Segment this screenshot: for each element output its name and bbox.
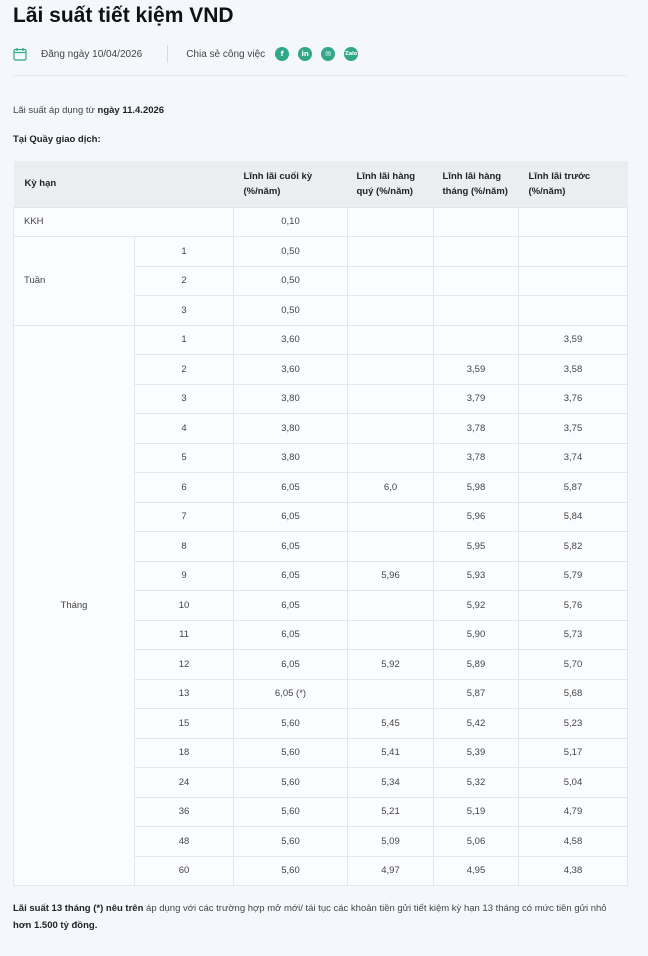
rate-quarterly	[348, 207, 434, 237]
rate-upfront: 5,68	[519, 679, 628, 709]
rate-quarterly	[348, 355, 434, 385]
term-value: 13	[135, 679, 234, 709]
rate-upfront: 3,74	[519, 443, 628, 473]
rate-upfront: 4,38	[519, 856, 628, 886]
rate-quarterly	[348, 384, 434, 414]
rate-upfront: 5,87	[519, 473, 628, 503]
rate-monthly: 5,92	[434, 591, 519, 621]
rate-monthly: 5,42	[434, 709, 519, 739]
term-group-label: Tuần	[14, 237, 135, 326]
rate-monthly: 5,19	[434, 797, 519, 827]
term-value: 1	[135, 237, 234, 267]
term-value: 60	[135, 856, 234, 886]
term-value: 2	[135, 266, 234, 296]
rate-end: 6,05	[234, 502, 348, 532]
rate-quarterly: 5,96	[348, 561, 434, 591]
term-value: 10	[135, 591, 234, 621]
rate-upfront	[519, 266, 628, 296]
effective-prefix: Lãi suất áp dụng từ	[13, 105, 98, 116]
rate-end: 5,60	[234, 709, 348, 739]
rate-end: 6,05	[234, 473, 348, 503]
rate-monthly: 3,78	[434, 414, 519, 444]
share-label: Chia sẻ công việc	[186, 48, 266, 60]
rate-end: 6,05	[234, 620, 348, 650]
term-value: 12	[135, 650, 234, 680]
rate-monthly	[434, 237, 519, 267]
rate-end: 0,50	[234, 237, 348, 267]
term-value: 1	[135, 325, 234, 355]
rate-monthly: 5,87	[434, 679, 519, 709]
rate-end: 3,80	[234, 384, 348, 414]
rate-quarterly	[348, 296, 434, 326]
rate-quarterly	[348, 591, 434, 621]
rate-monthly: 5,90	[434, 620, 519, 650]
rate-monthly	[434, 296, 519, 326]
rate-end: 6,05	[234, 591, 348, 621]
rate-upfront	[519, 296, 628, 326]
rate-quarterly: 5,34	[348, 768, 434, 798]
rate-quarterly	[348, 502, 434, 532]
rate-quarterly: 4,97	[348, 856, 434, 886]
note-bold-2: hơn 1.500 tỷ đồng.	[13, 920, 98, 931]
rate-monthly: 5,93	[434, 561, 519, 591]
post-meta	[13, 44, 627, 64]
rate-upfront: 3,59	[519, 325, 628, 355]
rate-end: 6,05	[234, 561, 348, 591]
table-row	[14, 325, 628, 355]
term-value: 8	[135, 532, 234, 562]
rate-upfront: 5,04	[519, 768, 628, 798]
rate-upfront	[519, 237, 628, 267]
rate-upfront: 4,79	[519, 797, 628, 827]
rate-upfront: 5,23	[519, 709, 628, 739]
rate-end: 6,05 (*)	[234, 679, 348, 709]
term-value: 18	[135, 738, 234, 768]
rate-quarterly: 5,92	[348, 650, 434, 680]
term-group-label: Tháng	[14, 325, 135, 886]
rate-monthly: 3,78	[434, 443, 519, 473]
rate-quarterly	[348, 532, 434, 562]
rate-monthly: 3,79	[434, 384, 519, 414]
rate-upfront: 3,76	[519, 384, 628, 414]
rate-end: 5,60	[234, 856, 348, 886]
rate-monthly	[434, 266, 519, 296]
term-value: 36	[135, 797, 234, 827]
rate-monthly: 5,06	[434, 827, 519, 857]
term-value: 2	[135, 355, 234, 385]
rate-upfront: 5,82	[519, 532, 628, 562]
term-value: 15	[135, 709, 234, 739]
term-value: 9	[135, 561, 234, 591]
rate-end: 3,80	[234, 414, 348, 444]
term-value: 3	[135, 296, 234, 326]
rate-monthly: 5,89	[434, 650, 519, 680]
rate-upfront: 5,17	[519, 738, 628, 768]
rate-quarterly	[348, 325, 434, 355]
footnote	[13, 900, 627, 934]
rate-upfront: 5,76	[519, 591, 628, 621]
rate-quarterly: 5,09	[348, 827, 434, 857]
rate-monthly: 5,32	[434, 768, 519, 798]
table-row	[14, 207, 628, 237]
rate-end: 6,05	[234, 650, 348, 680]
rates-table	[13, 161, 628, 886]
rate-end: 0,50	[234, 266, 348, 296]
term-value: 24	[135, 768, 234, 798]
header-divider	[13, 75, 627, 76]
note-bold-1: Lãi suất 13 tháng (*) nêu trên	[13, 903, 144, 914]
effective-date: ngày 11.4.2026	[97, 105, 165, 116]
rate-end: 5,60	[234, 768, 348, 798]
calendar-icon	[13, 47, 27, 61]
term-label: KKH	[14, 207, 234, 237]
header-quarterly: Lĩnh lãi hàng quý (%/năm)	[348, 161, 434, 207]
header-term: Kỳ hạn	[14, 161, 234, 207]
term-value: 3	[135, 384, 234, 414]
rate-upfront: 3,58	[519, 355, 628, 385]
note-text: áp dụng với các trường hợp mở mới/ tái tục các khoản tiền gửi tiết kiệm kỳ hạn 13 tháng có mức tiền gửi nhỏ	[143, 903, 607, 914]
rate-end: 5,60	[234, 738, 348, 768]
rate-quarterly	[348, 266, 434, 296]
rate-monthly: 5,95	[434, 532, 519, 562]
rate-quarterly	[348, 414, 434, 444]
rate-upfront: 3,75	[519, 414, 628, 444]
rate-quarterly: 5,21	[348, 797, 434, 827]
rate-quarterly	[348, 443, 434, 473]
rate-monthly: 4,95	[434, 856, 519, 886]
header-end: Lĩnh lãi cuối kỳ (%/năm)	[234, 161, 348, 207]
header-upfront: Lĩnh lãi trước (%/năm)	[519, 161, 628, 207]
rate-monthly: 3,59	[434, 355, 519, 385]
rate-monthly: 5,39	[434, 738, 519, 768]
rate-end: 5,60	[234, 797, 348, 827]
table-row	[14, 237, 628, 267]
term-value: 5	[135, 443, 234, 473]
rate-quarterly	[348, 237, 434, 267]
facebook-icon[interactable]: f	[275, 47, 289, 61]
effective-date-line	[13, 105, 164, 116]
posted-date: Đăng ngày 10/04/2026	[41, 48, 143, 60]
rate-end: 3,80	[234, 443, 348, 473]
rate-monthly: 5,98	[434, 473, 519, 503]
rate-end: 5,60	[234, 827, 348, 857]
rate-upfront: 5,84	[519, 502, 628, 532]
term-value: 4	[135, 414, 234, 444]
rate-quarterly: 5,41	[348, 738, 434, 768]
term-value: 48	[135, 827, 234, 857]
rate-end: 6,05	[234, 532, 348, 562]
rate-monthly	[434, 207, 519, 237]
rate-end: 3,60	[234, 325, 348, 355]
rate-end: 0,10	[234, 207, 348, 237]
table-header-row	[14, 161, 628, 207]
rate-monthly	[434, 325, 519, 355]
term-value: 6	[135, 473, 234, 503]
zalo-icon[interactable]: Zalo	[344, 47, 358, 61]
term-value: 7	[135, 502, 234, 532]
rate-upfront: 5,73	[519, 620, 628, 650]
rate-monthly: 5,96	[434, 502, 519, 532]
rate-quarterly	[348, 679, 434, 709]
rate-upfront: 4,58	[519, 827, 628, 857]
rate-upfront: 5,79	[519, 561, 628, 591]
rate-end: 3,60	[234, 355, 348, 385]
rate-end: 0,50	[234, 296, 348, 326]
rate-quarterly: 5,45	[348, 709, 434, 739]
page-title: Lãi suất tiết kiệm VND	[13, 4, 234, 27]
rate-upfront	[519, 207, 628, 237]
linkedin-icon[interactable]: in	[298, 47, 312, 61]
rate-upfront: 5,70	[519, 650, 628, 680]
term-value: 11	[135, 620, 234, 650]
meta-divider	[167, 45, 168, 63]
email-icon[interactable]: ✉	[321, 47, 335, 61]
header-monthly: Lĩnh lãi hàng tháng (%/năm)	[434, 161, 519, 207]
rate-quarterly	[348, 620, 434, 650]
counter-label: Tại Quầy giao dịch:	[13, 134, 101, 145]
rate-quarterly: 6,0	[348, 473, 434, 503]
